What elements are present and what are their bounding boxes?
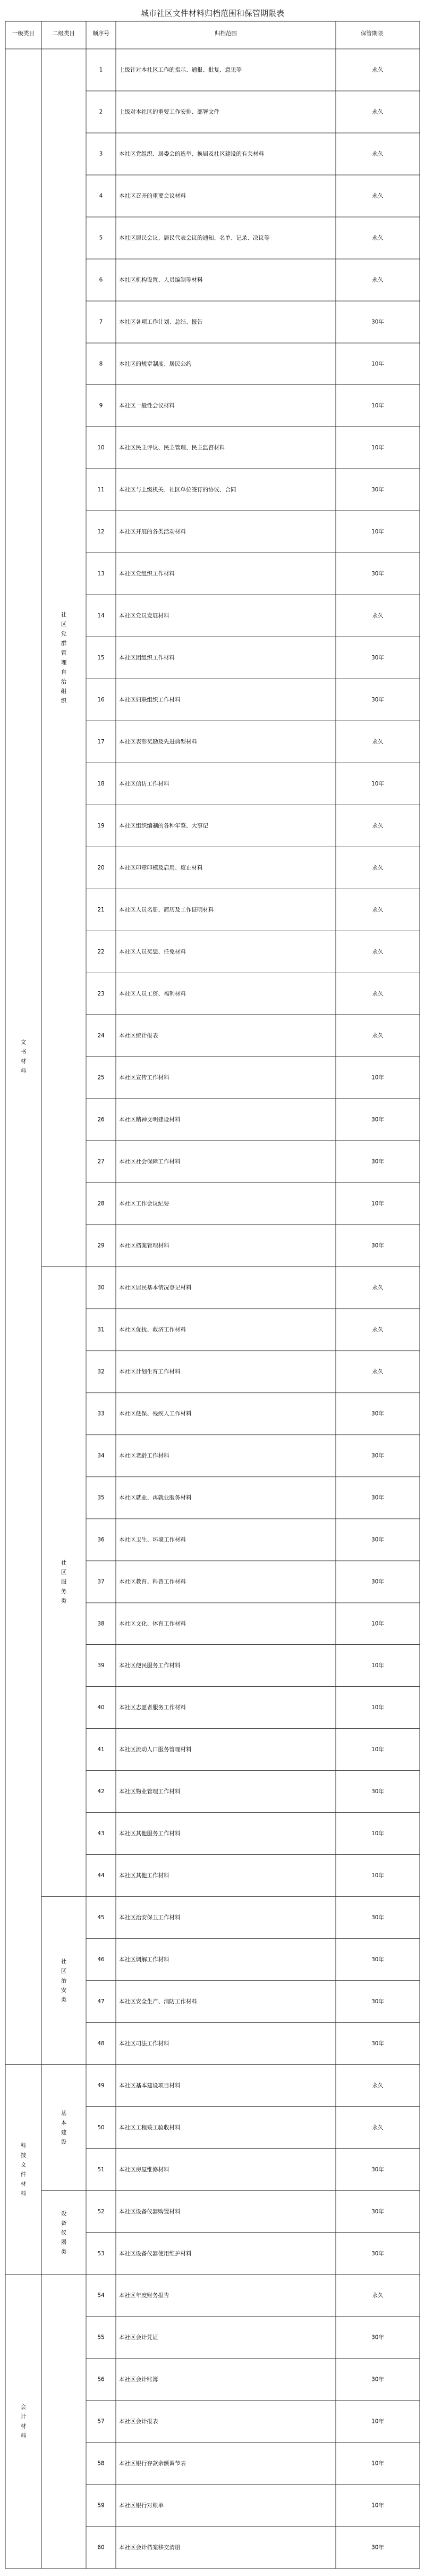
lvl2-label-char: 社: [61, 1559, 67, 1566]
row-number: 49: [97, 2082, 105, 2089]
table-row: [97, 990, 384, 997]
row-period: 永久: [372, 2292, 384, 2299]
table-row: [97, 1368, 384, 1375]
table-row: [97, 2418, 384, 2425]
row-number: 48: [97, 2040, 105, 2047]
row-number: 28: [97, 1200, 105, 1207]
table-row: [97, 612, 384, 619]
row-scope-text: 本社区其他服务工作材料: [119, 1830, 181, 1837]
row-period: 永久: [372, 150, 384, 157]
row-number: 38: [97, 1620, 105, 1627]
row-scope-text: 上级针对本社区工作的指示、通报、批复、意见等: [119, 66, 242, 73]
row-number: 23: [97, 990, 105, 997]
table-row: [97, 528, 384, 535]
row-scope-text: 本社区优抚、救济工作材料: [119, 1326, 186, 1333]
lvl2-label-char: 建: [61, 2129, 67, 2136]
lvl2-label-char: 群: [61, 640, 67, 647]
row-period: 30年: [371, 2250, 384, 2257]
row-period: 永久: [372, 108, 384, 115]
row-period: 永久: [372, 906, 384, 913]
lvl2-label-char: 类: [61, 1598, 67, 1604]
row-period: 30年: [371, 487, 384, 494]
lvl2-label-char: 理: [61, 659, 67, 666]
row-number: 54: [97, 2292, 105, 2299]
row-number: 1: [99, 66, 103, 73]
row-scope-text: 本社区信访工作材料: [119, 780, 169, 787]
table-row: [97, 1242, 384, 1249]
row-period: 30年: [371, 1410, 384, 1417]
row-period: 30年: [371, 1158, 384, 1165]
lvl1-label-char: 计: [20, 2413, 27, 2420]
table-row: [97, 1578, 384, 1585]
table-row: [97, 2250, 384, 2257]
row-scope-text: 本社区机构设置、人员编制等材料: [119, 277, 203, 283]
row-period: 10年: [371, 361, 384, 367]
table-row: [97, 2460, 384, 2467]
lvl1-label-char: 材: [20, 2180, 27, 2187]
row-number: 57: [97, 2418, 105, 2425]
row-number: 26: [97, 1116, 105, 1123]
row-scope-text: 本社区基本建设项目材料: [119, 2082, 181, 2089]
row-period: 10年: [371, 1620, 384, 1627]
table-row: [97, 486, 384, 493]
table-row: [97, 2502, 384, 2509]
table-row: [97, 1032, 384, 1039]
table-row: [97, 1410, 384, 1417]
row-number: 9: [99, 403, 103, 409]
row-scope-text: 本社区团组织工作材料: [119, 655, 175, 662]
row-scope-text: 本社区民主评议、民主管理、民主监督材料: [119, 445, 225, 451]
row-scope-text: 本社区党组织工作材料: [119, 571, 175, 578]
lvl2-label-char: 服: [61, 1578, 67, 1585]
row-scope-text: 本社区银行对账单: [119, 2502, 164, 2509]
row-number: 50: [97, 2124, 105, 2131]
row-number: 53: [97, 2250, 105, 2257]
table-grid: [5, 21, 420, 2569]
lvl1-label-char: 书: [20, 1049, 27, 1056]
row-scope-text: 本社区一般性会议材料: [119, 403, 175, 409]
row-period: 10年: [371, 2502, 384, 2509]
lvl2-label-char: 本: [61, 2119, 67, 2126]
row-number: 25: [97, 1074, 105, 1081]
table-row: [97, 2292, 384, 2299]
row-period: 永久: [372, 66, 384, 73]
row-period: 30年: [371, 2166, 384, 2173]
table-row: [97, 2124, 384, 2131]
row-scope-text: 本社区党组织、居委会的选举、换届及社区建设的有关材料: [119, 150, 264, 157]
row-number: 6: [99, 277, 103, 283]
row-number: 60: [97, 2544, 105, 2551]
lvl1-label-char: 技: [20, 2152, 27, 2159]
lvl2-label-char: 区: [61, 621, 67, 628]
row-number: 59: [97, 2502, 105, 2509]
row-period: 永久: [372, 1368, 384, 1375]
row-period: 永久: [372, 1326, 384, 1333]
table-row: [97, 1662, 384, 1669]
row-scope-text: 本社区年度财务报告: [119, 2292, 169, 2299]
table-row: [97, 1200, 384, 1207]
row-scope-text: 本社区文化、体育工作材料: [119, 1620, 186, 1627]
row-number: 34: [97, 1452, 105, 1459]
lvl2-label-char: 安: [61, 1987, 67, 1994]
row-scope-text: 本社区就业、再就业服务材料: [119, 1494, 192, 1501]
table-row: [97, 1872, 384, 1879]
table-row: [97, 2376, 384, 2383]
lvl1-label-char: 料: [20, 2432, 27, 2439]
row-scope-text: 本社区会计账簿: [119, 2376, 158, 2383]
lvl2-label-char: 社: [61, 612, 67, 618]
row-scope-text: 本社区党员发展材料: [119, 613, 169, 620]
lvl2-label-char: 区: [61, 1968, 67, 1975]
row-period: 永久: [372, 2082, 384, 2089]
lvl2-label-char: 治: [61, 679, 67, 685]
lvl2-label-char: 党: [61, 631, 67, 638]
lvl1-label-char: 文: [20, 1039, 27, 1046]
table-row: [97, 1536, 384, 1543]
lvl1-label-char: 料: [20, 1068, 27, 1075]
row-scope-text: 本社区社会保障工作材料: [119, 1158, 181, 1165]
row-number: 29: [97, 1242, 105, 1249]
row-scope-text: 本社区妇联组织工作材料: [119, 696, 181, 703]
lvl1-label-char: 材: [20, 1058, 27, 1065]
row-number: 2: [99, 108, 103, 115]
table-row: [99, 276, 384, 283]
table-row: [97, 864, 384, 871]
table-row: [97, 2082, 384, 2089]
table-row: [97, 1494, 384, 1501]
row-scope-text: 本社区人员工资、福利材料: [119, 990, 186, 997]
row-period: 永久: [372, 948, 384, 955]
row-period: 10年: [371, 403, 384, 409]
row-period: 30年: [371, 1452, 384, 1459]
row-period: 10年: [371, 529, 384, 536]
lvl2-label-char: 类: [61, 2248, 67, 2255]
row-period: 永久: [372, 613, 384, 620]
table-row: [99, 234, 384, 241]
row-period: 10年: [371, 1074, 384, 1081]
row-scope-text: 本社区流动人口服务管理材料: [119, 1746, 192, 1753]
row-period: 30年: [371, 1914, 384, 1921]
table-row: [99, 318, 385, 325]
row-period: 30年: [371, 571, 384, 578]
row-number: 17: [97, 738, 105, 745]
row-period: 30年: [371, 1116, 384, 1123]
row-number: 24: [97, 1032, 105, 1039]
row-period: 30年: [371, 1242, 384, 1249]
row-period: 10年: [371, 1872, 384, 1879]
table-row: [97, 1998, 384, 2005]
row-period: 30年: [371, 2376, 384, 2383]
row-number: 21: [97, 906, 105, 913]
lvl1-label-char: 料: [20, 2190, 27, 2197]
row-number: 35: [97, 1494, 105, 1501]
row-period: 30年: [371, 1788, 384, 1795]
row-scope-text: 本社区与上级机关、社区单位签订的协议、合同: [119, 487, 236, 494]
row-number: 4: [99, 193, 103, 199]
row-number: 10: [97, 445, 105, 451]
row-number: 58: [97, 2460, 105, 2467]
row-period: 永久: [372, 1284, 384, 1291]
row-scope-text: 本社区银行存款余额调节表: [119, 2460, 186, 2467]
lvl2-label-char: 基: [61, 2110, 67, 2117]
table-row: [97, 822, 384, 829]
row-period: 30年: [371, 1578, 384, 1585]
row-scope-text: 本社区志愿者服务工作材料: [119, 1704, 186, 1711]
table-row: [97, 1326, 384, 1333]
table-row: [97, 780, 384, 787]
row-number: 16: [97, 696, 105, 703]
header-seq: 顺序号: [92, 30, 109, 37]
row-period: 10年: [371, 1746, 384, 1753]
row-scope-text: 本社区其他工作材料: [119, 1872, 169, 1879]
row-number: 18: [97, 780, 105, 787]
row-period: 永久: [372, 277, 384, 283]
row-scope-text: 本社区工程竣工验收材料: [119, 2124, 181, 2131]
row-period: 永久: [372, 2124, 384, 2131]
row-number: 14: [97, 613, 105, 620]
row-number: 55: [97, 2334, 105, 2341]
row-period: 10年: [371, 2460, 384, 2467]
lvl2-label-char: 自: [61, 669, 67, 676]
row-period: 10年: [371, 1704, 384, 1711]
row-period: 30年: [371, 319, 384, 325]
table-row: [97, 2208, 384, 2215]
row-scope-text: 本社区教育、科普工作材料: [119, 1578, 186, 1585]
row-period: 永久: [372, 1032, 384, 1039]
lvl1-label-char: 文: [20, 2161, 27, 2168]
row-number: 13: [97, 571, 105, 578]
table-row: [99, 66, 384, 73]
lvl2-label-char: 设: [61, 2210, 67, 2217]
table-row: [97, 738, 384, 745]
row-scope-text: 本社区调解工作材料: [119, 1956, 169, 1963]
row-number: 8: [99, 361, 103, 367]
lvl1-label-char: 科: [20, 2142, 27, 2149]
lvl2-label-char: 备: [61, 2220, 67, 2227]
row-scope-text: 本社区统计报表: [119, 1032, 158, 1039]
row-period: 30年: [371, 1494, 384, 1501]
row-scope-text: 本社区物业管理工作材料: [119, 1788, 181, 1795]
row-scope-text: 本社区工作会议纪要: [119, 1200, 169, 1207]
table-row: [97, 1914, 384, 1921]
row-number: 30: [97, 1284, 105, 1291]
lvl2-label-char: 仪: [61, 2229, 67, 2236]
table-row: [97, 1116, 384, 1123]
row-number: 36: [97, 1536, 105, 1543]
lvl2-label-char: 组: [61, 688, 67, 695]
row-period: 永久: [372, 738, 384, 745]
row-period: 永久: [372, 990, 384, 997]
row-scope-text: 本社区居民基本情况登记材料: [119, 1284, 192, 1291]
row-number: 43: [97, 1830, 105, 1837]
row-scope-text: 本社区卫生、环境工作材料: [119, 1536, 186, 1543]
row-scope-text: 本社区开展的各类活动材料: [119, 529, 186, 536]
table-row: [97, 2334, 384, 2341]
row-period: 永久: [372, 864, 384, 871]
row-scope-text: 本社区治安保卫工作材料: [119, 1914, 181, 1921]
row-scope-text: 本社区的规章制度、居民公约: [119, 361, 192, 367]
table-row: [99, 402, 385, 409]
row-number: 31: [97, 1326, 105, 1333]
row-number: 47: [97, 1998, 105, 2005]
row-scope-text: 本社区低保、残疾人工作材料: [119, 1410, 192, 1417]
lvl2-label-char: 治: [61, 1977, 67, 1984]
table-row: [97, 1620, 384, 1627]
lvl2-label-char: 社: [61, 1958, 67, 1965]
header-level1: 一级类目: [12, 30, 35, 37]
row-period: 10年: [371, 1662, 384, 1669]
row-period: 30年: [371, 2334, 384, 2341]
row-scope-text: 本社区精神文明建设材料: [119, 1116, 181, 1123]
row-scope-text: 本社区各项工作计划、总结、报告: [119, 319, 203, 325]
table-row: [99, 108, 384, 115]
row-scope-text: 本社区司法工作材料: [119, 2040, 169, 2047]
lvl1-label-char: 件: [20, 2171, 27, 2178]
row-number: 42: [97, 1788, 105, 1795]
table-row: [99, 150, 384, 157]
table-row: [97, 444, 384, 451]
row-number: 3: [99, 150, 103, 157]
table-row: [97, 1452, 384, 1459]
row-period: 10年: [371, 1200, 384, 1207]
row-scope-text: 本社区安全生产、消防工作材料: [119, 1998, 197, 2005]
table-row: [97, 570, 384, 577]
row-scope-text: 本社区人员奖惩、任免材料: [119, 948, 186, 955]
table-row: [97, 1956, 384, 1963]
lvl1-label-char: 材: [20, 2423, 27, 2430]
row-number: 46: [97, 1956, 105, 1963]
row-scope-text: 本社区房屋维修材料: [119, 2166, 169, 2173]
table-row: [97, 2040, 384, 2047]
row-number: 22: [97, 948, 105, 955]
row-period: 永久: [372, 235, 384, 241]
row-number: 45: [97, 1914, 105, 1921]
row-scope-text: 本社区会计报表: [119, 2418, 158, 2425]
lvl2-label-char: 管: [61, 650, 67, 657]
row-number: 39: [97, 1662, 105, 1669]
table-row: [97, 1788, 384, 1795]
row-period: 永久: [372, 822, 384, 829]
table-row: [97, 1704, 384, 1711]
row-scope-text: 本社区表彰奖励及先进典型材料: [119, 738, 197, 745]
row-number: 33: [97, 1410, 105, 1417]
header-period: 保管期限: [361, 30, 383, 37]
row-period: 30年: [371, 2208, 384, 2215]
row-number: 32: [97, 1368, 105, 1375]
table-row: [97, 948, 384, 955]
row-number: 40: [97, 1704, 105, 1711]
row-number: 7: [99, 319, 103, 325]
table-row: [97, 1158, 384, 1165]
table-row: [97, 654, 384, 661]
row-scope-text: 本社区设备仪器购置材料: [119, 2208, 181, 2215]
row-scope-text: 本社区设备仪器使用维护材料: [119, 2250, 192, 2257]
row-period: 30年: [371, 1536, 384, 1543]
row-period: 30年: [371, 696, 384, 703]
row-number: 52: [97, 2208, 105, 2215]
lvl1-label-char: 会: [20, 2404, 27, 2411]
table-row: [97, 2166, 384, 2173]
row-scope-text: 本社区计划生育工作材料: [119, 1368, 181, 1375]
row-number: 44: [97, 1872, 105, 1879]
row-number: 5: [99, 235, 103, 241]
header-scope: 归档范围: [215, 30, 237, 37]
row-period: 30年: [371, 1956, 384, 1963]
row-scope-text: 本社区便民服务工作材料: [119, 1662, 181, 1669]
header-level2: 二级类目: [53, 30, 75, 37]
lvl2-label-char: 设: [61, 2138, 67, 2145]
row-scope-text: 本社区会计凭证: [119, 2334, 158, 2341]
row-scope-text: 本社区人员名册、简历及工作证明材料: [119, 906, 214, 913]
row-period: 10年: [371, 445, 384, 451]
lvl2-label-char: 器: [61, 2239, 67, 2246]
row-scope-text: 上级对本社区的重要工作安排、部署文件: [119, 108, 219, 115]
lvl2-label-char: 区: [61, 1569, 67, 1576]
row-number: 37: [97, 1578, 105, 1585]
row-scope-text: 本社区组织编制的各种年鉴、大事记: [119, 822, 208, 829]
row-period: 10年: [371, 1830, 384, 1837]
row-number: 11: [97, 487, 105, 494]
row-scope-text: 本社区宣传工作材料: [119, 1074, 169, 1081]
row-number: 51: [97, 2166, 105, 2173]
page-title: 城市社区文件材料归档范围和保管期限表: [140, 9, 284, 18]
row-period: 永久: [372, 193, 384, 199]
row-scope-text: 本社区老龄工作材料: [119, 1452, 169, 1459]
table-row: [97, 1746, 384, 1753]
row-scope-text: 本社区居民会议、居民代表会议的通知、名单、记录、决议等: [119, 235, 270, 241]
row-number: 12: [97, 529, 105, 536]
table-row: [99, 360, 385, 367]
lvl2-label-char: 类: [61, 1996, 67, 2003]
lvl2-label-char: 织: [61, 698, 67, 705]
row-number: 41: [97, 1746, 105, 1753]
row-period: 30年: [371, 2040, 384, 2047]
row-scope-text: 本社区召开的重要会议材料: [119, 193, 186, 199]
row-number: 20: [97, 864, 105, 871]
row-period: 30年: [371, 1998, 384, 2005]
table-row: [97, 906, 384, 913]
row-number: 27: [97, 1158, 105, 1165]
row-number: 56: [97, 2376, 105, 2383]
row-scope-text: 本社区档案管理材料: [119, 1242, 169, 1249]
row-scope-text: 本社区会计档案移交清册: [119, 2544, 181, 2551]
table-row: [97, 2544, 384, 2551]
row-period: 30年: [371, 655, 384, 662]
table-row: [97, 696, 384, 703]
lvl2-label-char: 务: [61, 1588, 67, 1595]
table-row: [97, 1284, 384, 1291]
row-period: 10年: [371, 780, 384, 787]
table-row: [97, 1830, 384, 1837]
row-period: 10年: [371, 2418, 384, 2425]
row-scope-text: 本社区印章印模及启用、废止材料: [119, 864, 203, 871]
table-row: [99, 192, 384, 199]
table-row: [97, 1074, 384, 1081]
category-labels: [21, 611, 67, 2439]
row-number: 15: [97, 655, 105, 662]
row-number: 19: [97, 822, 105, 829]
row-period: 30年: [371, 2544, 384, 2551]
